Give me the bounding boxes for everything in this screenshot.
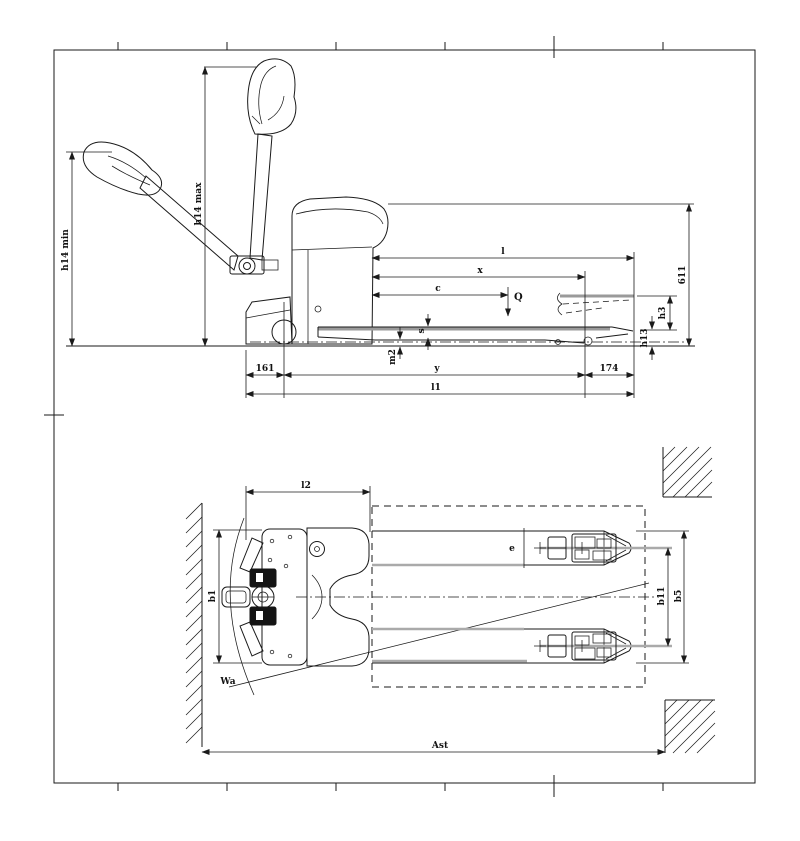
wall-left (186, 503, 202, 747)
dim-label-q: Q (514, 292, 523, 303)
plan-view (186, 447, 715, 753)
fork-plan-upper (372, 531, 672, 565)
wall-block-bottom-right (665, 700, 715, 753)
dim-label-ast: Ast (431, 741, 449, 751)
dim-label-y: y (434, 364, 440, 374)
dim-label-b11: b11 (657, 586, 667, 606)
page-frame (44, 36, 755, 797)
dim-label-h14-min: h14 min (61, 229, 71, 271)
chassis (246, 297, 296, 344)
tiller-lowered (83, 142, 238, 270)
dim-label-l: l (501, 247, 505, 257)
dim-label-174: 174 (599, 364, 619, 374)
dim-label-h14-max: h14 max (194, 182, 204, 226)
dim-label-l2: l2 (301, 481, 311, 491)
truck-body (292, 197, 388, 344)
dim-label-h13: h13 (640, 328, 650, 348)
dim-label-wa: Wa (220, 677, 236, 687)
tiller-upright (248, 59, 296, 260)
dim-label-h3: h3 (658, 306, 668, 320)
dim-label-l1: l1 (431, 383, 441, 393)
aisle-diagonal (229, 583, 649, 687)
side-view (61, 59, 695, 398)
dim-label-e: e (509, 544, 515, 554)
dim-label-b5: b5 (674, 589, 684, 603)
dim-label-m2: m2 (388, 349, 398, 365)
dim-label-c: c (435, 284, 441, 294)
dim-label-x: x (477, 266, 483, 276)
dim-label-b1: b1 (208, 589, 218, 603)
dim-label-611: 611 (678, 265, 688, 285)
dim-label-161: 161 (255, 364, 275, 374)
wall-block-top-right (663, 447, 712, 497)
dim-label-s: s (417, 328, 427, 334)
fork-raised-ghost (557, 293, 634, 315)
fork-plan-lower (372, 629, 672, 663)
